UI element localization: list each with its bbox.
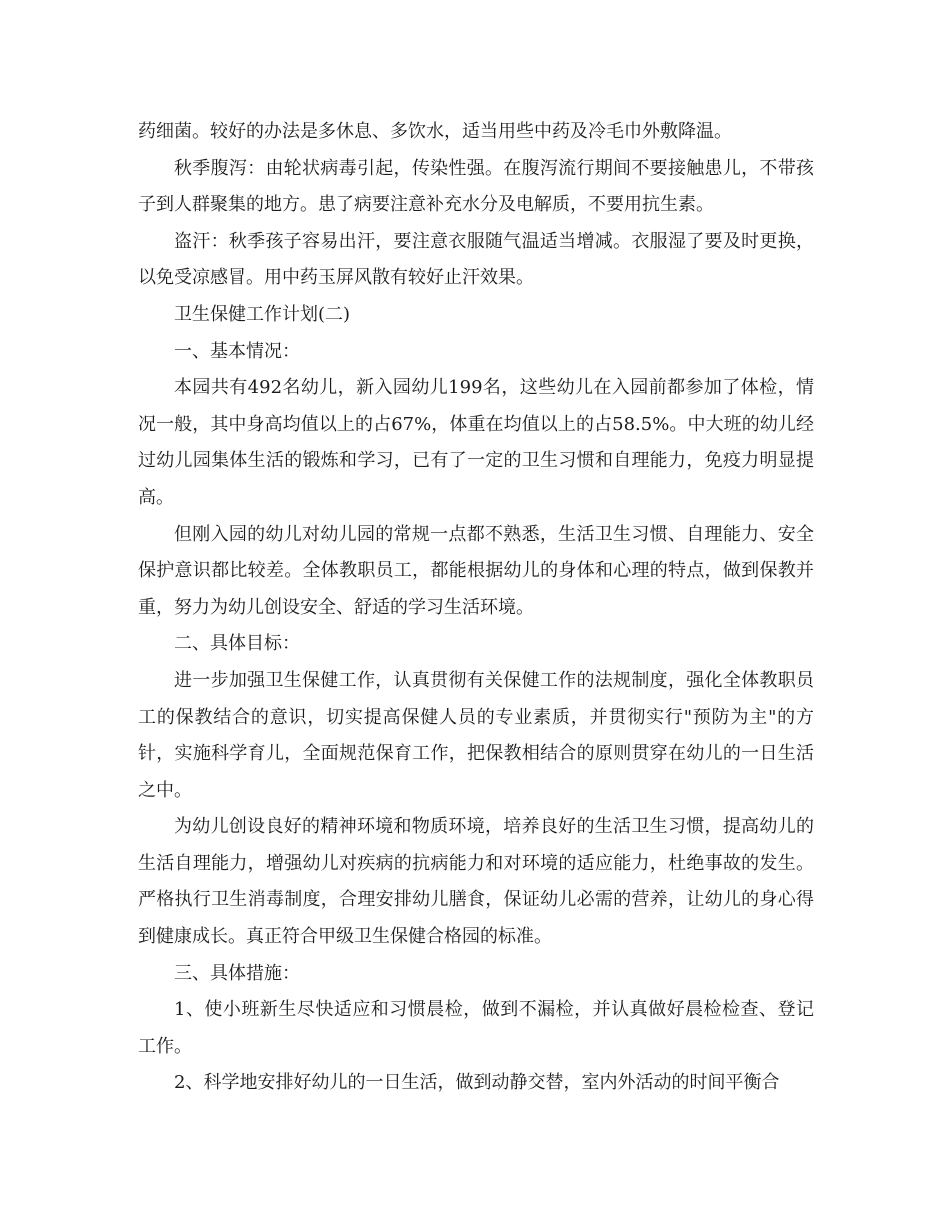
paragraph-basic-situation: 本园共有492名幼儿，新入园幼儿199名，这些幼儿在入园前都参加了体检，情况一般，其中身高均值以上的占67%，体重在均值以上的占58.5%。中大班的幼儿经过幼儿园集体生活的锻炼和学习，已有了一定的卫生习惯和自理能力，免疫力明显提高。	[138, 377, 814, 508]
paragraph-goals-1: 进一步加强卫生保健工作，认真贯彻有关保健工作的法规制度，强化全体教职员工的保教结合的意识，切实提高保健人员的专业素质，并贯彻实行"预防为主"的方针，实施科学育儿，全面规范保育工作，把保教相结合的原则贯穿在幼儿的一日生活之中。	[138, 669, 814, 801]
paragraph-continuation: 药细菌。较好的办法是多休息、多饮水，适当用些中药及冷毛巾外敷降温。	[138, 121, 732, 142]
paragraph-goals-2: 为幼儿创设良好的精神环境和物质环境，培养良好的生活卫生习惯，提高幼儿的生活自理能力，增强幼儿对疾病的抗病能力和对环境的适应能力，杜绝事故的发生。严格执行卫生消毒制度，合理安排幼儿膳食，保证幼儿必需的营养，让幼儿的身心得到健康成长。真正符合甲级卫生保健合格园的标准。	[138, 816, 814, 948]
paragraph-new-children: 但刚入园的幼儿对幼儿园的常规一点都不熟悉，生活卫生习惯、自理能力、安全保护意识都比较差。全体教职员工，都能根据幼儿的身体和心理的特点，做到保教并重，努力为幼儿创设安全、舒适的学习生活环境。	[138, 523, 814, 618]
paragraph-night-sweat: 盗汗：秋季孩子容易出汗，要注意衣服随气温适当增减。衣服湿了要及时更换，以免受凉感冒。用中药玉屏风散有较好止汗效果。	[138, 230, 814, 289]
paragraph-autumn-diarrhea: 秋季腹泻：由轮状病毒引起，传染性强。在腹泻流行期间不要接触患儿，不带孩子到人群聚集的地方。患了病要注意补充水分及电解质，不要用抗生素。	[138, 157, 814, 216]
heading-basic-situation: 一、基本情况：	[174, 340, 300, 362]
paragraph-measure-2: 2、科学地安排好幼儿的一日生活，做到动静交替，室内外活动的时间平衡合	[174, 1072, 780, 1094]
heading-specific-goals: 二、具体目标：	[174, 633, 300, 655]
paragraph-measure-1: 1、使小班新生尽快适应和习惯晨检，做到不漏检，并认真做好晨检检查、登记工作。	[138, 999, 814, 1057]
heading-specific-measures: 三、具体措施：	[174, 962, 300, 984]
section-title: 卫生保健工作计划(二)	[174, 303, 351, 325]
document-body	[138, 114, 814, 1102]
